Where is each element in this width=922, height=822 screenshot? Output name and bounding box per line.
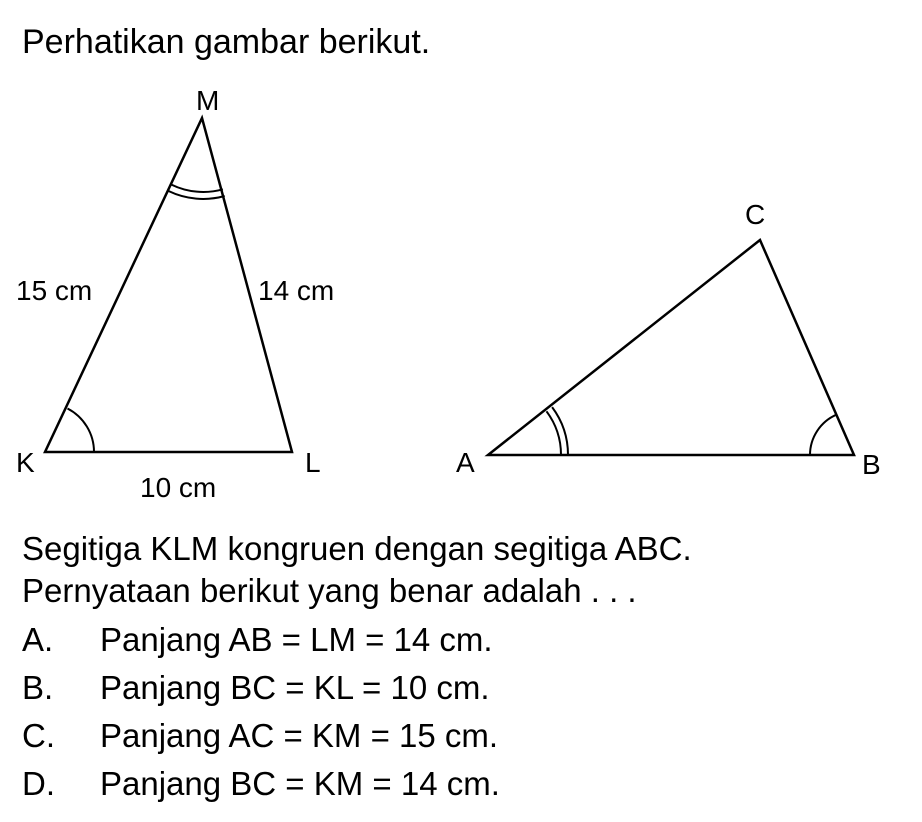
vertex-label-c: C: [745, 199, 766, 230]
side-label-lm: 14 cm: [258, 275, 335, 306]
intro-text: Perhatikan gambar berikut.: [22, 23, 431, 61]
triangle-abc: [456, 199, 881, 480]
answer-options: [22, 616, 500, 808]
angle-k-arc: [68, 409, 95, 453]
vertex-label-b: B: [862, 449, 881, 480]
question-line-1: Segitiga KLM kongruen dengan segitiga ABC.: [22, 530, 692, 567]
vertex-label-m: M: [196, 85, 220, 116]
question-line-2: Pernyataan berikut yang benar adalah . . .: [22, 572, 637, 609]
option-text: Panjang AC = KM = 15 cm.: [100, 717, 499, 754]
vertex-label-a: A: [456, 447, 475, 478]
option-letter: D.: [22, 765, 55, 802]
option-a[interactable]: [22, 616, 500, 664]
angle-b-arc: [810, 415, 836, 455]
angle-m-arc-inner: [171, 185, 223, 192]
triangle-abc-outline: [488, 240, 854, 455]
vertex-label-k: K: [16, 447, 35, 478]
side-label-kl: 10 cm: [140, 472, 217, 503]
option-d[interactable]: [22, 760, 500, 808]
vertex-label-l: L: [305, 447, 321, 478]
option-b[interactable]: [22, 664, 500, 712]
question-text: [22, 528, 692, 612]
option-c[interactable]: [22, 712, 500, 760]
option-text: Panjang AB = LM = 14 cm.: [100, 621, 493, 658]
option-letter: B.: [22, 669, 54, 706]
option-text: Panjang BC = KL = 10 cm.: [100, 669, 490, 706]
triangle-klm: [16, 85, 334, 503]
option-letter: A.: [22, 621, 54, 658]
side-label-km: 15 cm: [16, 275, 93, 306]
option-letter: C.: [22, 717, 55, 754]
option-text: Panjang BC = KM = 14 cm.: [100, 765, 500, 802]
